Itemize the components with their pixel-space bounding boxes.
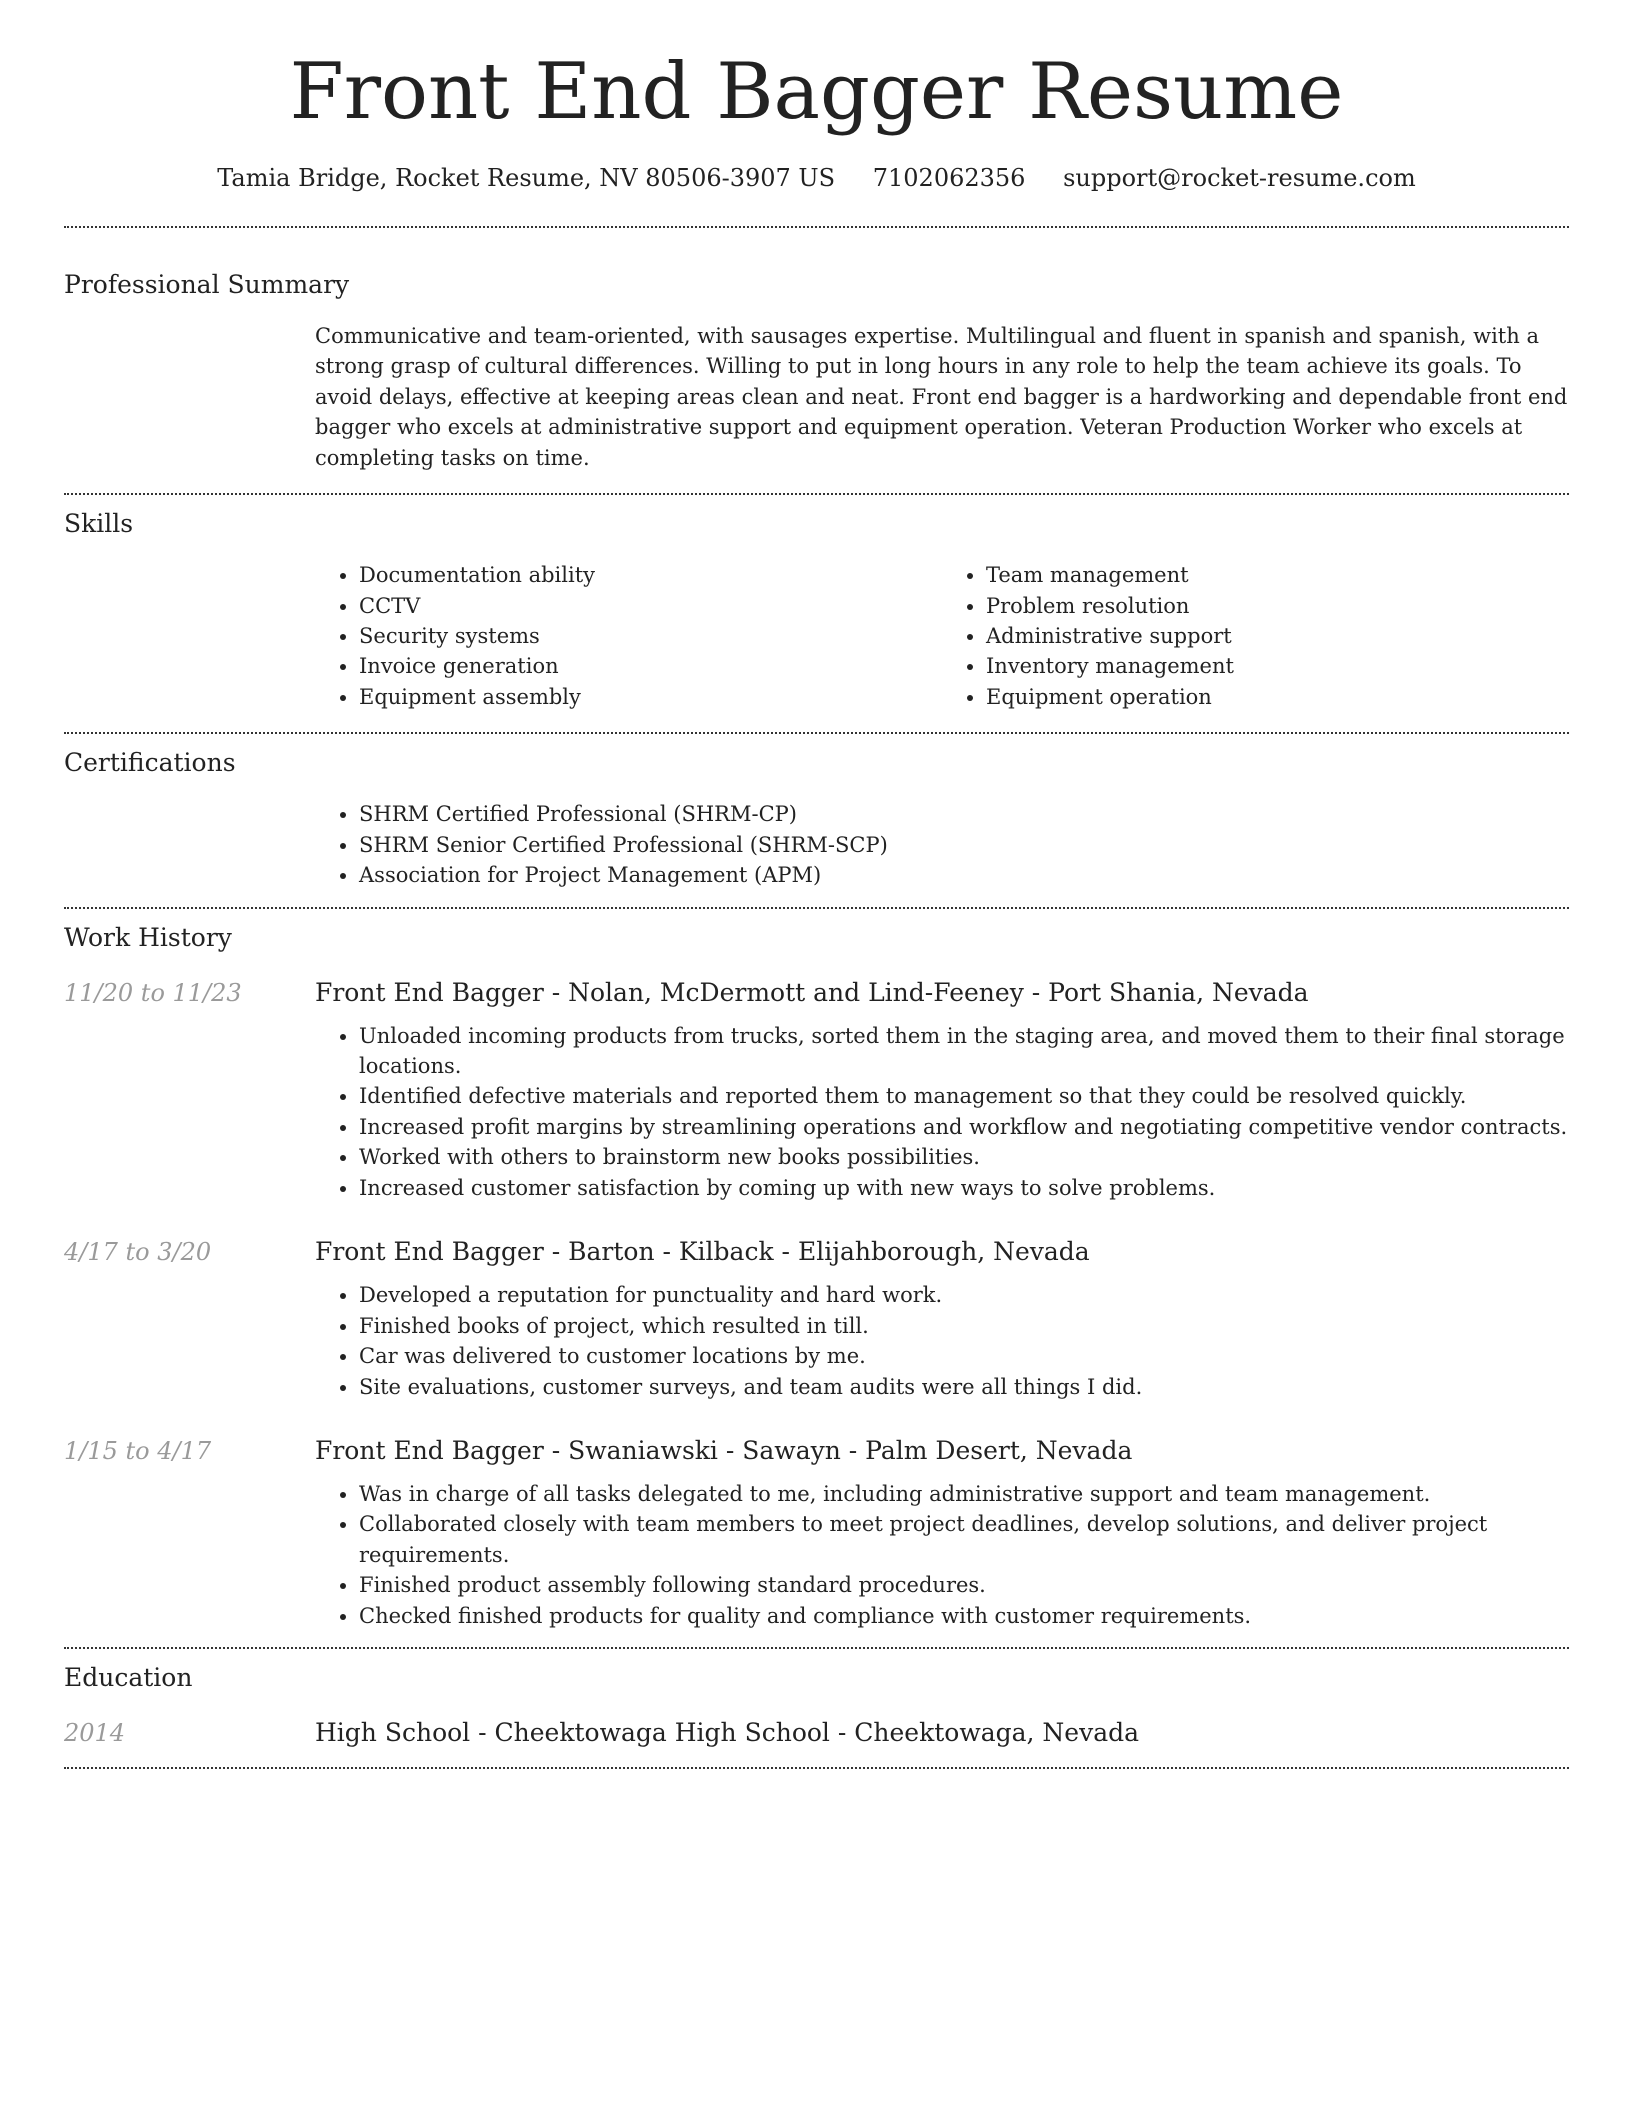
- job-bullet: • Finished books of project, which resulted in till.: [359, 1311, 1569, 1341]
- job-bullet: • Checked finished products for quality and compliance with customer requirements.: [359, 1601, 1569, 1631]
- job-bullet: • Increased profit margins by streamlining operations and workflow and negotiating competitive vendor contracts.: [359, 1112, 1569, 1142]
- skills-column-left: [315, 560, 942, 712]
- section-divider: [64, 732, 1569, 734]
- section-divider: [64, 907, 1569, 909]
- job-bullets: [315, 1021, 1569, 1204]
- job-bullet: • Increased customer satisfaction by coming up with new ways to solve problems.: [359, 1173, 1569, 1203]
- job-bullet: • Car was delivered to customer locations by me.: [359, 1341, 1569, 1371]
- work-history-heading: Work History: [64, 922, 232, 952]
- work-history-section: [64, 923, 1569, 1632]
- job-bullet: • Identified defective materials and reported them to management so that they could be resolved quickly.: [359, 1081, 1569, 1111]
- section-divider: [64, 1767, 1569, 1769]
- contact-phone: 7102062356: [872, 163, 1026, 192]
- skill-item: • Equipment operation: [986, 682, 1569, 712]
- job-dates: 11/20 to 11/23: [64, 978, 242, 1007]
- job-title: Front End Bagger - Nolan, McDermott and Lind-Feeney - Port Shania, Nevada: [315, 977, 1309, 1007]
- job-bullets: [315, 1479, 1569, 1631]
- certification-item: • SHRM Senior Certified Professional (SHRM-SCP): [359, 830, 1569, 860]
- skills-heading: Skills: [64, 509, 134, 539]
- job-entry: [64, 1436, 1569, 1631]
- job-bullet: • Unloaded incoming products from trucks, sorted them in the staging area, and moved them to their final storage locations.: [359, 1021, 1569, 1082]
- skills-column-right: [942, 560, 1569, 712]
- job-entry: [64, 978, 1569, 1204]
- education-heading: Education: [64, 1663, 193, 1693]
- section-divider: [64, 493, 1569, 495]
- skill-item: • CCTV: [359, 591, 942, 621]
- skills-list: [315, 560, 1569, 712]
- skill-item: • Problem resolution: [986, 591, 1569, 621]
- education-dates: 2014: [64, 1719, 126, 1748]
- job-bullet: • Finished product assembly following standard procedures.: [359, 1570, 1569, 1600]
- job-bullet: • Collaborated closely with team members to meet project deadlines, develop solutions, and deliver project requirements.: [359, 1509, 1569, 1570]
- skill-item: • Administrative support: [986, 621, 1569, 651]
- job-bullet: • Site evaluations, customer surveys, and team audits were all things I did.: [359, 1372, 1569, 1402]
- job-dates: 4/17 to 3/20: [64, 1238, 212, 1267]
- skill-item: • Security systems: [359, 621, 942, 651]
- section-divider: [64, 226, 1569, 228]
- skill-item: • Documentation ability: [359, 560, 942, 590]
- skill-item: • Equipment assembly: [359, 682, 942, 712]
- skills-section: [64, 509, 1569, 712]
- education-section: [64, 1663, 1569, 1747]
- summary-heading: Professional Summary: [64, 269, 350, 299]
- job-bullets: [315, 1280, 1569, 1402]
- summary-section: [64, 270, 1569, 473]
- skill-item: • Inventory management: [986, 651, 1569, 681]
- contact-line: [64, 164, 1569, 192]
- certification-item: • Association for Project Management (APM): [359, 860, 1569, 890]
- certification-item: • SHRM Certified Professional (SHRM-CP): [359, 799, 1569, 829]
- job-title: Front End Bagger - Barton - Kilback - Elijahborough, Nevada: [315, 1237, 1090, 1267]
- education-entry: [64, 1718, 1569, 1747]
- job-bullet: • Worked with others to brainstorm new books possibilities.: [359, 1142, 1569, 1172]
- summary-text: Communicative and team-oriented, with sausages expertise. Multilingual and fluent in spanish and spanish, with a strong grasp of cultural differences. Willing to put in long hours in any role to help the team achieve its goals. To avoid delays, effective at keeping areas clean and neat. Front end bagger is a hardworking and dependable front end bagger who excels at administrative support and equipment operation. Veteran Production Worker who excels at completing tasks on time.: [315, 323, 1568, 470]
- job-dates: 1/15 to 4/17: [64, 1436, 212, 1465]
- certifications-heading: Certifications: [64, 748, 236, 778]
- job-bullet: • Developed a reputation for punctuality and hard work.: [359, 1280, 1569, 1310]
- section-divider: [64, 1647, 1569, 1649]
- contact-email: support@rocket-resume.com: [1063, 163, 1416, 192]
- job-title: Front End Bagger - Swaniawski - Sawayn - Palm Desert, Nevada: [315, 1435, 1133, 1465]
- skill-item: • Invoice generation: [359, 651, 942, 681]
- skill-item: • Team management: [986, 560, 1569, 590]
- job-entry: [64, 1237, 1569, 1402]
- certifications-list: [315, 799, 1569, 890]
- contact-address: Tamia Bridge, Rocket Resume, NV 80506-3907 US: [217, 163, 836, 192]
- certifications-section: [64, 748, 1569, 890]
- resume-title: Front End Bagger Resume: [289, 47, 1344, 137]
- education-title: High School - Cheektowaga High School - Cheektowaga, Nevada: [315, 1718, 1140, 1748]
- job-bullet: • Was in charge of all tasks delegated to me, including administrative support and team management.: [359, 1479, 1569, 1509]
